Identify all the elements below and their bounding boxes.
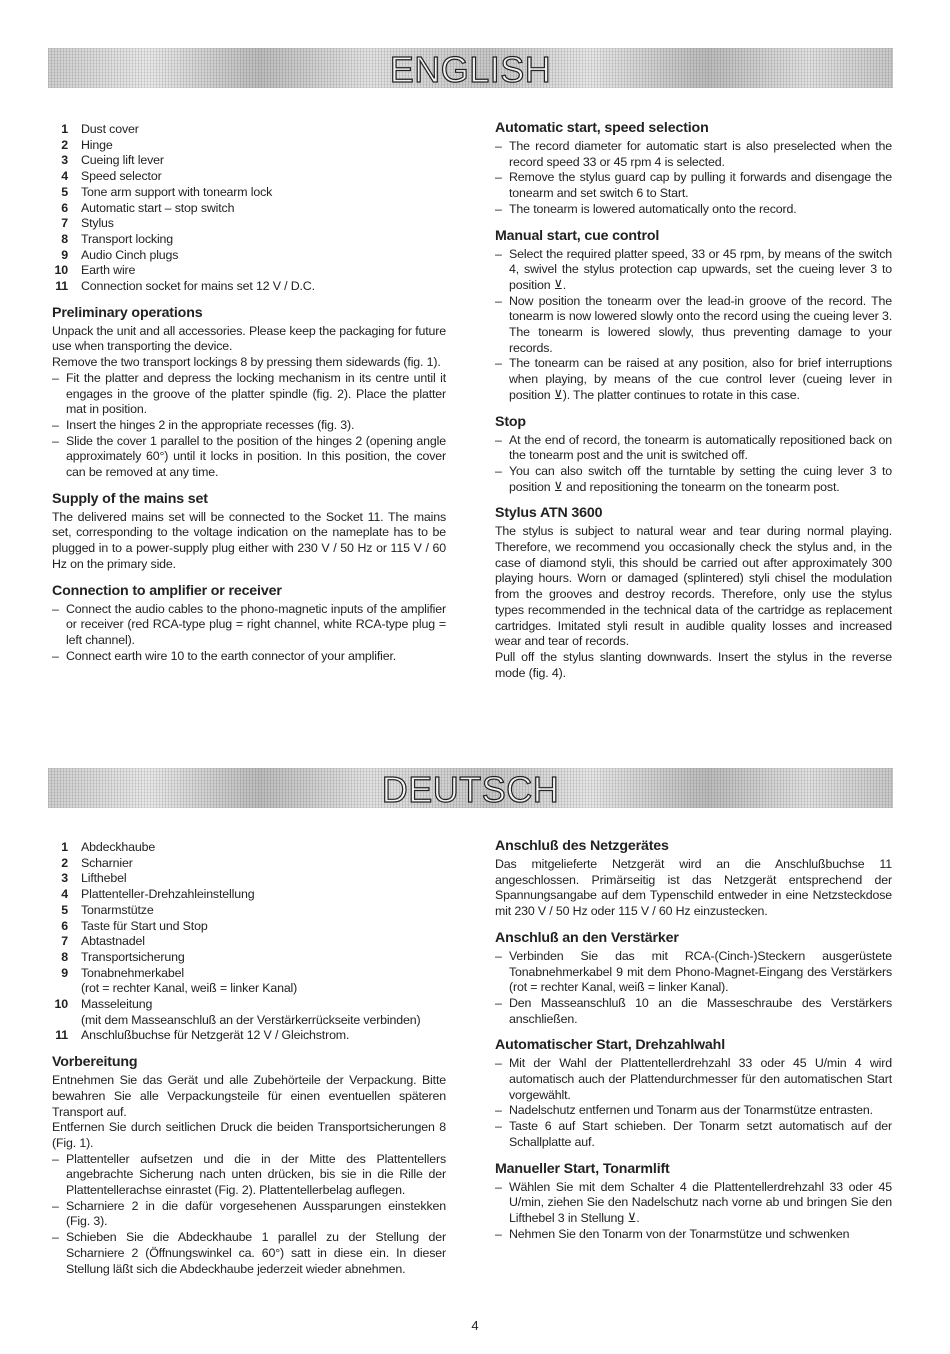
section-heading-preliminary: Preliminary operations [52,304,203,321]
list-item: – Wählen Sie mit dem Schalter 4 die Plattentellerdrehzahl 33 oder 45 U/min, ziehen Sie den Nadelschutz nach vorne ab und bringen Sie den Lifthebel 3 in Stellung ⊻. [495,1179,892,1225]
paragraph: Remove the two transport lockings 8 by pressing them sidewards (fig. 1). [52,355,441,370]
section-heading-supply: Supply of the mains set [52,490,208,507]
list-item: 11 Connection socket for mains set 12 V / D.C. [55,279,315,294]
english-parts-list [52,122,446,295]
paragraph: Unpack the unit and all accessories. Please keep the packaging for future use when transporting the device. [52,323,446,354]
deutsch-right-column [495,837,892,1242]
section-heading-manueller-start: Manueller Start, Tonarmlift [495,1160,670,1177]
list-item: 8 Transportsicherung [61,949,185,964]
english-left-column [52,122,446,664]
list-item: 10 Earth wire [54,263,136,278]
list-item: – The tonearm is lowered automatically onto the record. [495,201,797,216]
list-item: – Now position the tonearm over the lead-in groove of the record. The tonearm is now lowered slowly onto the record using the cueing lever 3. The tonearm is lowered slowly, thus preventing damage to your records. [495,293,892,355]
list-item: – Slide the cover 1 parallel to the position of the hinges 2 (opening angle approximately 60°) until it locks in position. In this position, the cover can be removed at any time. [52,433,446,480]
list-item: – Plattenteller aufsetzen und die in der Mitte des Plattentellers angebrachte Sicherung nach unten drücken, bis sie in die Rille der Plattentellerachse einrastet (Fig. 2). Plattentellerbelag auflegen. [52,1151,446,1198]
list-item: – Insert the hinges 2 in the appropriate recesses (fig. 3). [52,417,355,432]
list-item: – Connect earth wire 10 to the earth connector of your amplifier. [52,648,397,663]
list-item: 2 Scharnier [61,855,133,870]
list-item: – Nehmen Sie den Tonarm von der Tonarmstütze und schwenken [495,1226,850,1241]
paragraph: The stylus is subject to natural wear and tear during normal playing. Therefore, we recommend you occasionally check the stylus and, in the case of diamond styli, this should be carried out after approximately 300 playing hours. Worn or damaged (splintered) styli chisel the modulation from the grooves and destroy records. Therefore, only use the stylus types recommended in the technical data of the cartridge as replacement cartridges. Imitated styli result in audible quality losses and increased wear and tear of records. [495,524,892,649]
list-item: – You can also switch off the turntable by setting the cuing lever 3 to position ⊻ and repositioning the tonearm on the tonearm post. [495,463,892,494]
list-item: 2 Hinge [61,137,113,152]
list-item: 7 Stylus [61,216,114,231]
section-heading-stylus: Stylus ATN 3600 [495,505,603,522]
list-item: 6 Taste für Start und Stop [61,918,208,933]
list-item: – Mit der Wahl der Plattentellerdrehzahl 33 oder 45 U/min 4 wird automatisch auch der Plattendurchmesser für den automatischen Start vorgewählt. [495,1056,892,1102]
list-item: – Remove the stylus guard cap by pulling it forwards and disengage the tonearm and set switch 6 to Start. [495,170,892,201]
list-item: 9 Audio Cinch plugs [61,247,179,262]
list-item: – Taste 6 auf Start schieben. Der Tonarm setzt automatisch auf der Schallplatte auf. [495,1119,892,1149]
deutsch-section-banner [48,768,893,808]
page-number: 4 [471,1318,479,1333]
list-item: (rot = rechter Kanal, weiß = linker Kanal) [81,981,298,996]
list-item: – Select the required platter speed, 33 or 45 rpm, by means of the switch 4, swivel the stylus protection cap upwards, set the cueing lever 3 to position ⊻. [495,246,892,292]
list-item: 6 Automatic start – stop switch [61,200,235,215]
list-item: – Nadelschutz entfernen und Tonarm aus der Tonarmstütze entrasten. [495,1103,873,1118]
section-heading-automatic-start: Automatic start, speed selection [495,120,709,136]
english-right-column [495,119,892,681]
paragraph: Entnehmen Sie das Gerät und alle Zubehörteile der Verpackung. Bitte bewahren Sie alle Verpackungsteile für einen eventuellen späteren Transport auf. [52,1073,446,1119]
paragraph: Entfernen Sie durch seitlichen Druck die beiden Transportsicherungen 8 (Fig. 1). [52,1120,446,1150]
section-heading-vorbereitung: Vorbereitung [52,1054,138,1071]
section-heading-connection: Connection to amplifier or receiver [52,582,282,599]
list-item: 1 Abdeckhaube [61,840,156,854]
list-item: 5 Tonarmstütze [61,902,154,917]
section-heading-stop: Stop [495,413,526,430]
list-item: – The tonearm can be raised at any position, also for brief interruptions when playing, by means of the cue control lever (cueing lever in position ⊻). The platter continues to rotate in this case. [495,356,892,402]
list-item: – Schieben Sie die Abdeckhaube 1 parallel zu der Stellung der Scharniere 2 (Öffnungswinkel ca. 60°) satt in diese ein. In dieser Stellung läßt sich die Abdeckhaube jederzeit wieder abnehmen. [52,1230,446,1276]
list-item: – Verbinden Sie das mit RCA-(Cinch-)Steckern ausgerüstete Tonabnehmerkabel 9 mit dem Phono-Magnet-Eingang des Verstärkers (rot = rechter Kanal, weiß = linker Kanal). [495,948,892,995]
list-item: – Scharniere 2 in die dafür vorgesehenen Aussparungen einstekken (Fig. 3). [52,1198,446,1229]
deutsch-left-column [52,840,446,1277]
list-item: 8 Transport locking [61,231,174,246]
list-item: – The record diameter for automatic start is also preselected when the record speed 33 or 45 rpm 4 is selected. [495,139,892,169]
paragraph: Das mitgelieferte Netzgerät wird an die Anschlußbuchse 11 angeschlossen. Primärseitig ist das Netzgerät entsprechend der Spannungsangabe auf dem Typenschild entweder in eine Netzsteckdose mit 230 V / 50 Hz oder 115 V / 60 Hz einzustecken. [495,857,892,919]
paragraph: The delivered mains set will be connected to the Socket 11. The mains set, corresponding to the voltage indication on the nameplate has to be plugged in to a power-supply plug either with 230 V / 50 Hz or 115 V / 60 Hz on the primary side. [52,509,446,571]
list-item: – Connect the audio cables to the phono-magnetic inputs of the amplifier or receiver (red RCA-type plug = right channel, white RCA-type plug = left channel). [52,601,446,647]
list-item: 3 Lifthebel [61,871,127,886]
paragraph: Pull off the stylus slanting downwards. Insert the stylus in the reverse mode (fig. 4). [495,649,892,680]
list-item: – Den Masseanschluß 10 an die Masseschraube des Verstärkers anschließen. [495,995,892,1026]
list-item: 11 Anschlußbuchse für Netzgerät 12 V / Gleichstrom. [55,1028,350,1043]
list-item: 7 Abtastnadel [61,934,145,949]
list-item: 9 Tonabnehmerkabel [61,965,184,980]
english-banner-title: ENGLISH [389,49,552,88]
section-heading-verstaerker: Anschluß an den Verstärker [495,929,679,946]
list-item: 10 Masseleitung [54,997,153,1012]
list-item: 1 Dust cover [61,122,139,136]
section-heading-manual-start: Manual start, cue control [495,227,660,244]
list-item: 3 Cueing lift lever [61,153,164,168]
list-item: – Fit the platter and depress the locking mechanism in its centre until it engages in the groove of the platter spindle (fig. 2). Place the platter mat in position. [52,370,446,417]
deutsch-parts-list [52,840,446,1044]
section-heading-automatischer-start: Automatischer Start, Drehzahlwahl [495,1037,725,1054]
section-heading-netzgeraet: Anschluß des Netzgerätes [495,838,669,854]
list-item: 5 Tone arm support with tonearm lock [61,184,273,199]
list-item: 4 Plattenteller-Drehzahleinstellung [61,887,255,902]
english-section-banner [48,48,893,88]
list-item: 4 Speed selector [61,169,162,184]
list-item: – At the end of record, the tonearm is automatically repositioned back on the tonearm post and the unit is switched off. [495,432,892,463]
list-item: (mit dem Masseanschluß an der Verstärkerrückseite verbinden) [81,1012,421,1027]
deutsch-banner-title: DEUTSCH [381,769,560,808]
